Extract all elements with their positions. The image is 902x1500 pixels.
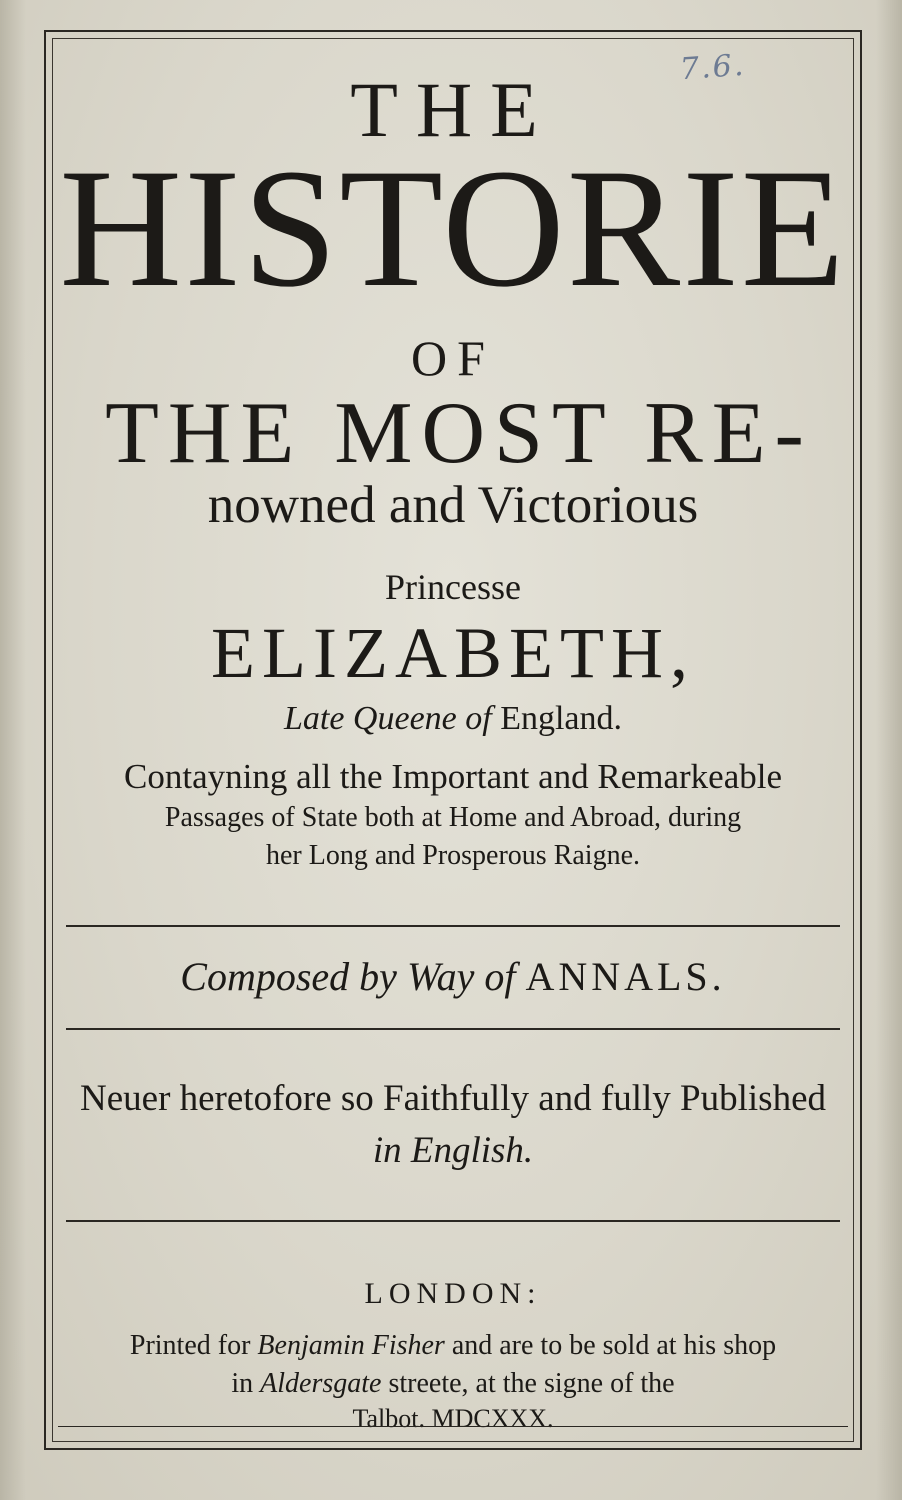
composed-prefix: Composed by Way of [180, 954, 516, 999]
imprint-line-2 [52, 1366, 854, 1402]
description-line-1: Contayning all the Important and Remarkeable [124, 757, 782, 796]
horizontal-rule [66, 925, 840, 927]
title-late-queene [52, 698, 854, 740]
title-historie: HISTORIE [59, 134, 847, 322]
horizontal-rule [66, 1028, 840, 1030]
street-name: Aldersgate [260, 1368, 382, 1399]
title-of: OF [411, 330, 495, 386]
page-edge-shadow-left [0, 0, 26, 1500]
published-line-1: Neuer heretofore so Faithfully and fully Published [80, 1078, 826, 1119]
page-edge-shadow-right [876, 0, 902, 1500]
description-line-2: Passages of State both at Home and Abroad, during [164, 802, 742, 833]
title-page-content [52, 38, 854, 1442]
description-line-3: her Long and Prosperous Raigne. [265, 840, 641, 871]
imprint-city: LONDON: [364, 1277, 542, 1310]
published-line-2: in English. [372, 1130, 534, 1171]
title-the-most-renowned: THE MOST RE- [105, 385, 813, 482]
composed-by-annals [52, 952, 854, 1002]
in-text: in [231, 1368, 254, 1399]
printed-for-text: Printed for [129, 1330, 251, 1361]
title-elizabeth: ELIZABETH, [211, 613, 695, 693]
bottom-rule [58, 1426, 848, 1427]
imprint-line-3: Talbot. MDCXXX. [352, 1404, 554, 1433]
annals-text: ANNALS. [525, 954, 726, 999]
horizontal-rule [66, 1220, 840, 1222]
street-rest-text: streete, at the signe of the [388, 1368, 675, 1399]
title-renowned-victorious: nowned and Victorious [207, 476, 699, 534]
title-the: THE [350, 66, 556, 153]
printer-name: Benjamin Fisher [257, 1330, 445, 1361]
printed-rest-text: and are to be sold at his shop [451, 1330, 777, 1361]
late-queene-italic: Late Queene of [283, 700, 492, 737]
handwritten-annotation: 7.6. [678, 47, 747, 88]
england-text: England. [500, 700, 623, 737]
title-princesse: Princesse [385, 567, 521, 607]
imprint-line-1 [52, 1328, 854, 1364]
